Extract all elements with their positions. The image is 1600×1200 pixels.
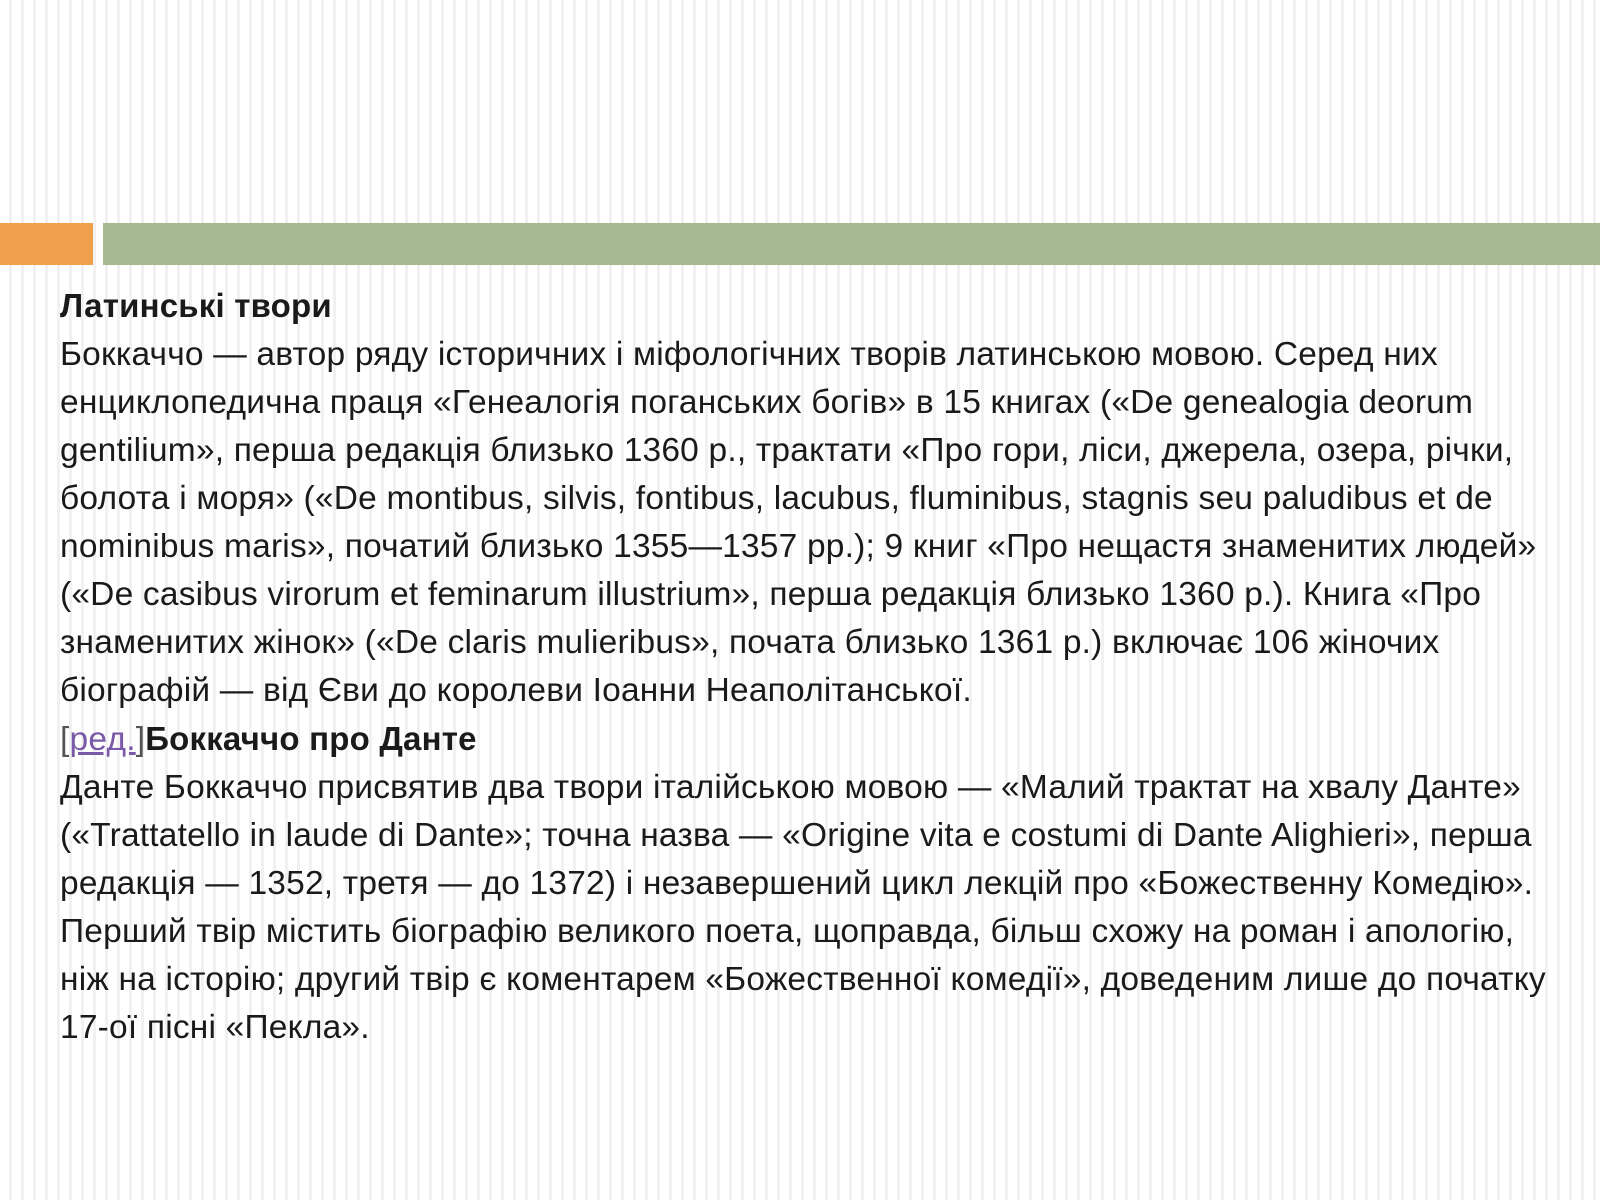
paragraph-dante-works: Данте Боккаччо присвятив два твори італійською мовою — «Малий трактат на хвалу Данте» («Trattatello in laude di Dante»; точна назва — «Origine vita e costumi di Dante Alighieri», перша редакція — 1352, третя — до 1372) і незавершений цикл лекцій про «Божественну Комедію». [60, 769, 1534, 902]
edit-bracket-open: [ [60, 721, 70, 758]
edit-link[interactable]: ред. [69, 721, 136, 758]
slide-body [60, 282, 1560, 1052]
paragraph-dante-biography: Перший твір містить біографію великого поета, щоправда, більш схожу на роман і апологію, ніж на історію; другий твір є коментарем «Божественної комедії», доведеним лише до початку 17-ої пісні «Пекла». [60, 913, 1546, 1046]
edit-bracket-close: ] [135, 721, 146, 758]
accent-bar-green [103, 223, 1600, 265]
paragraph-latin-works: Боккаччо — автор ряду історичних і міфологічних творів латинською мовою. Серед них енциклопедична праця «Генеалогія поганських богів» в 15 книгах («De genealogia deorum gentilium», перша редакція близько 1360 р., трактати «Про гори, ліси, джерела, озера, річки, болота і моря» («De montibus, silvis, fontibus, lacubus, fluminibus, stagnis seu paludibus et de nominibus maris», початий близько 1355—1357 рр.); 9 книг «Про нещастя знаменитих людей» («De casibus virorum et feminarum illustrium», перша редакція близько 1360 р.). Книга «Про знаменитих жінок» («De claris mulieribus», почата близько 1361 р.) включає 106 жіночих біографій — від Єви до королеви Іоанни Неаполітанської. [60, 336, 1537, 709]
heading-boccaccio-on-dante: Боккаччо про Данте [145, 720, 477, 757]
accent-bar-orange [0, 223, 93, 265]
heading-latin-works: Латинські твори [60, 287, 332, 324]
